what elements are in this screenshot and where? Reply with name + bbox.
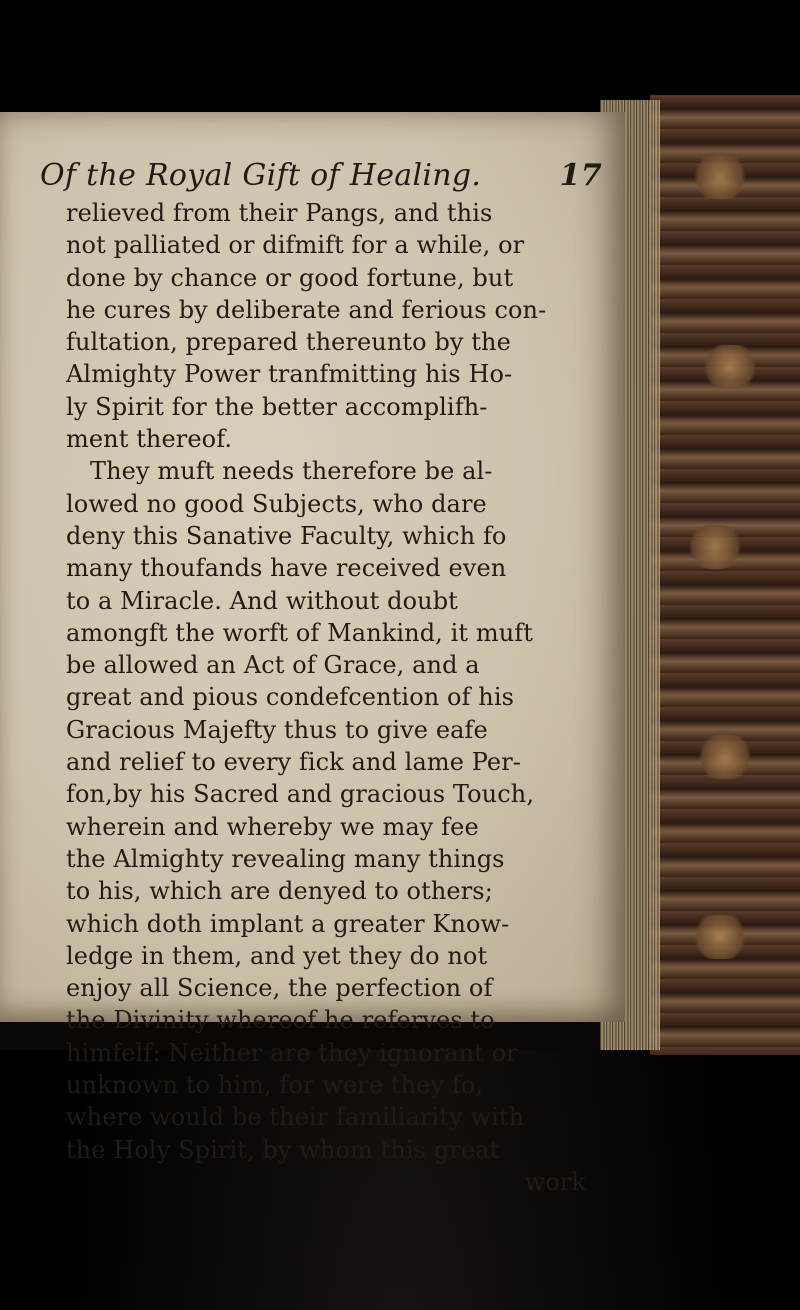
text-line: great and pious condefcention of his (66, 683, 515, 712)
text-line: unknown to him, for were they fo, (66, 1071, 484, 1100)
text-line: the Holy Spirit, by whom this great (66, 1135, 500, 1164)
text-line: fon,by his Sacred and gracious Touch, (66, 780, 535, 809)
spine-ornament (690, 155, 750, 199)
text-line: deny this Sanative Faculty, which fo (66, 521, 507, 550)
spine-ornament (685, 525, 745, 569)
text-line: ly Spirit for the better accomplifh- (66, 392, 488, 421)
text-line: relieved from their Pangs, and this (66, 199, 493, 227)
text-line: be allowed an Act of Grace, and a (66, 651, 480, 680)
text-line: lowed no good Subjects, who dare (66, 489, 487, 518)
text-line: where would be their familiarity with (66, 1103, 525, 1132)
text-line: Gracious Majefty thus to give eafe (66, 715, 488, 744)
text-line: fultation, prepared thereunto by the (66, 328, 511, 357)
spine-ornament (695, 735, 755, 779)
text-line: to his, which are denyed to others; (66, 877, 493, 906)
book-spine-decoration (650, 95, 800, 1055)
catchword: work (524, 1167, 586, 1196)
page-text (40, 155, 600, 1198)
text-line: which doth implant a greater Know- (66, 909, 510, 938)
text-line: not palliated or difmift for a while, or (66, 231, 525, 260)
text-line: and relief to every fick and lame Per- (66, 748, 522, 777)
spine-ornament (700, 345, 760, 389)
text-line: many thoufands have received even (66, 554, 507, 583)
text-line: Almighty Power tranfmitting his Ho- (66, 360, 513, 389)
text-line: himfelf: Neither are they ignorant or (66, 1038, 518, 1067)
text-line: the Divinity whereof he referves to (66, 1006, 495, 1035)
text-line: to a Miracle. And without doubt (66, 586, 458, 615)
text-line: done by chance or good fortune, but (66, 263, 514, 292)
text-line: enjoy all Science, the perfection of (66, 974, 493, 1003)
running-head-title: Of the Royal Gift of Healing. (40, 158, 482, 193)
spine-ornament (690, 915, 750, 959)
text-line: They muft needs therefore be al- (90, 457, 493, 486)
text-line: he cures by deliberate and ferious con- (66, 295, 547, 324)
text-line: ment thereof. (66, 425, 233, 454)
text-line: ledge in them, and yet they do not (66, 941, 488, 970)
text-line: wherein and whereby we may fee (66, 812, 479, 841)
text-line: the Almighty revealing many things (66, 844, 505, 873)
running-head (40, 155, 600, 197)
page-number: 17 (559, 158, 602, 193)
text-line: amongft the worft of Mankind, it muft (66, 618, 534, 647)
